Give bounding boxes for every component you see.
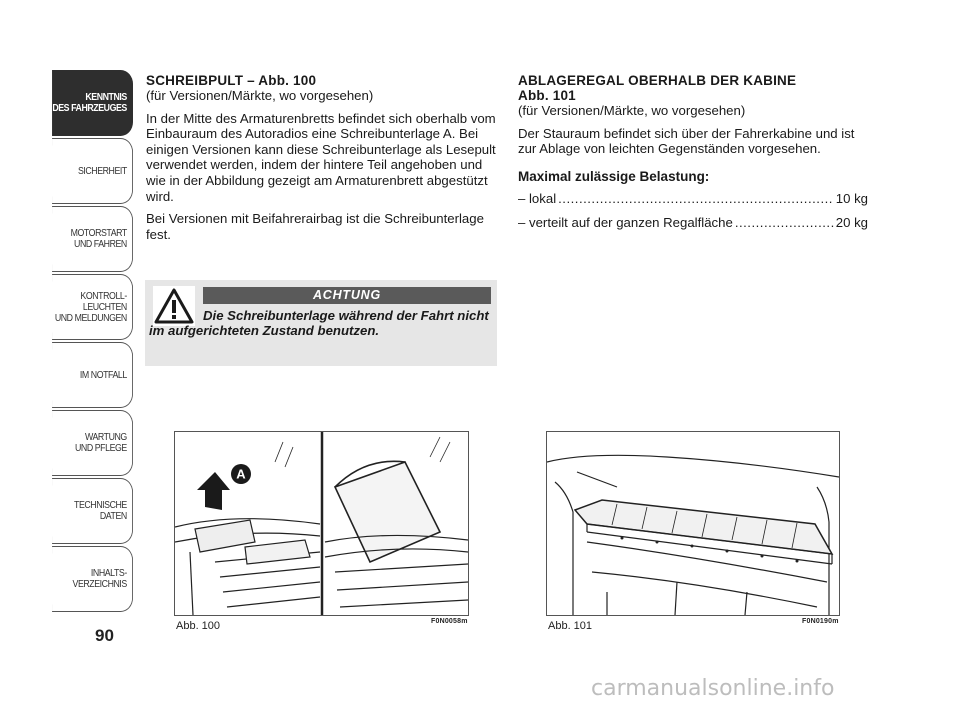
figure-ablageregal bbox=[546, 431, 840, 616]
tab-label: IM NOTFALL bbox=[79, 369, 127, 381]
spec-value: 10 kg bbox=[835, 191, 868, 207]
section-subtitle: (für Versionen/Märkte, wo vorgesehen) bbox=[146, 88, 374, 103]
load-heading: Maximal zulässige Belastung: bbox=[518, 168, 710, 184]
chapter-tabs bbox=[41, 70, 133, 614]
section-ablageregal bbox=[518, 73, 868, 239]
section-subtitle: (für Versionen/Märkte, wo vorgesehen) bbox=[518, 103, 746, 118]
tab-label: SICHERHEIT bbox=[77, 165, 127, 177]
figure-code: F0N0058m bbox=[431, 618, 468, 625]
spec-label: – lokal bbox=[518, 191, 557, 207]
leader-dots bbox=[735, 215, 834, 231]
tab-label: TECHNISCHE DATEN bbox=[74, 500, 127, 522]
warning-text: Die Schreibunterlage während der Fahrt nicht im aufgerichteten Zustand benutzen. bbox=[149, 308, 489, 339]
section-schreibpult bbox=[146, 73, 496, 249]
tab-kontrollleuchten[interactable] bbox=[52, 274, 133, 340]
dashboard-illustration bbox=[175, 432, 468, 615]
tab-sicherheit[interactable] bbox=[52, 138, 133, 204]
paragraph: In der Mitte des Armaturenbretts befindet sich oberhalb vom Einbauraum des Autoradios eine Schreibunterlage A. Bei einigen Versionen kann diese Schreibunterlage als Lesepult verwendet werden, indem der hintere Teil angehoben und wie in der Abbildung gezeigt am Armaturenbrett abgestützt wird. bbox=[146, 110, 496, 204]
tab-label: KENNTNIS DES FAHRZEUGES bbox=[52, 92, 127, 114]
paragraph: Der Stauraum befindet sich über der Fahrerkabine und ist zur Ablage von leichten Gegenständen vorgesehen. bbox=[518, 125, 855, 157]
warning-heading: ACHTUNG bbox=[203, 287, 491, 304]
tab-technische-daten[interactable] bbox=[52, 478, 133, 544]
tab-label: MOTORSTART UND FAHREN bbox=[70, 228, 127, 250]
tab-kenntnis-des-fahrzeuges[interactable] bbox=[52, 70, 133, 136]
figure-caption: Abb. 101 bbox=[548, 620, 593, 632]
section-title-figure-ref: Abb. 101 bbox=[518, 88, 576, 103]
spec-row bbox=[518, 215, 868, 231]
tab-inhaltsverzeichnis[interactable] bbox=[52, 546, 133, 612]
figure-schreibpult bbox=[174, 431, 469, 616]
tab-im-notfall[interactable] bbox=[52, 342, 133, 408]
marker-a-label: A bbox=[236, 466, 246, 482]
tab-wartung-und-pflege[interactable] bbox=[52, 410, 133, 476]
spec-label: – verteilt auf der ganzen Regalfläche bbox=[518, 214, 733, 230]
cabin-shelf-illustration bbox=[547, 432, 839, 615]
tab-label: KONTROLL- LEUCHTEN UND MELDUNGEN bbox=[54, 290, 127, 324]
spec-row bbox=[518, 191, 868, 207]
tab-label: INHALTS- VERZEICHNIS bbox=[72, 568, 127, 590]
paragraph: Bei Versionen mit Beifahrerairbag ist die Schreibunterlage fest. bbox=[146, 211, 484, 242]
tab-label: WARTUNG UND PFLEGE bbox=[75, 432, 127, 454]
watermark: carmanualsonline.info bbox=[591, 676, 835, 701]
tab-motorstart-und-fahren[interactable] bbox=[52, 206, 133, 272]
warning-box bbox=[145, 280, 497, 366]
page-number: 90 bbox=[95, 626, 114, 645]
section-title: SCHREIBPULT – Abb. 100 bbox=[146, 73, 317, 88]
section-title: ABLAGEREGAL OBERHALB DER KABINE bbox=[518, 73, 797, 88]
figure-caption: Abb. 100 bbox=[176, 620, 221, 632]
figure-code: F0N0190m bbox=[802, 618, 839, 625]
spec-value: 20 kg bbox=[835, 214, 868, 230]
leader-dots bbox=[558, 191, 834, 207]
